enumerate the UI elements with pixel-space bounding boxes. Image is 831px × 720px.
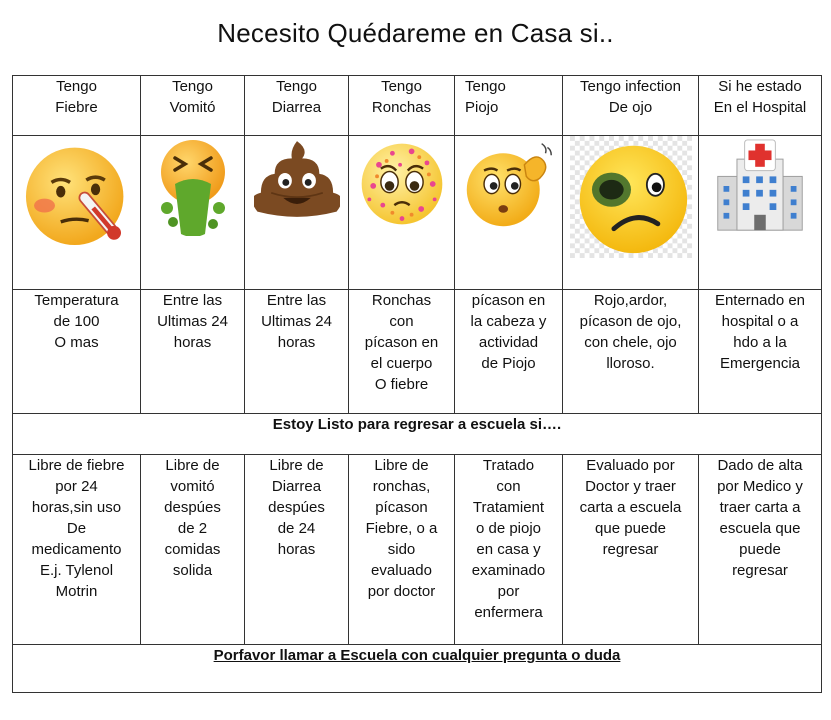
return-rash: Libre de ronchas, pícason Fiebre, o a sido evaluado por doctor bbox=[349, 455, 455, 645]
illness-table bbox=[12, 75, 822, 693]
footer-row bbox=[13, 645, 822, 693]
return-eye-infection: Evaluado por Doctor y traer carta a escuela que puede regresar bbox=[563, 455, 699, 645]
header-lice: Tengo Piojo bbox=[455, 76, 563, 136]
return-row bbox=[13, 455, 822, 645]
return-diarrhea: Libre de Diarrea despúes de 24 horas bbox=[245, 455, 349, 645]
vomiting-face-icon bbox=[153, 136, 233, 236]
header-row bbox=[13, 76, 822, 136]
symptom-row bbox=[13, 290, 822, 414]
return-hospital: Dado de alta por Medico y traer carta a escuela que puede regresar bbox=[699, 455, 822, 645]
pile-of-poo-icon bbox=[254, 136, 340, 222]
scratching-head-face-icon bbox=[461, 136, 557, 232]
return-vomit: Libre de vomitó despúes de 2 comidas solida bbox=[141, 455, 245, 645]
symptom-vomit: Entre las Ultimas 24 horas bbox=[141, 290, 245, 414]
symptom-fever: Temperatura de 100 O mas bbox=[13, 290, 141, 414]
black-eye-face-icon bbox=[570, 136, 692, 258]
rash-face-icon bbox=[354, 136, 450, 232]
return-fever: Libre de fiebre por 24 horas,sin uso De medicamento E.j. Tylenol Motrin bbox=[13, 455, 141, 645]
symptom-rash: Ronchas con pícason en el cuerpo O fiebre bbox=[349, 290, 455, 414]
header-rash: Tengo Ronchas bbox=[349, 76, 455, 136]
header-eye-infection: Tengo infection De ojo bbox=[563, 76, 699, 136]
ready-banner: Estoy Listo para regresar a escuela si…. bbox=[13, 414, 822, 455]
symptom-hospital: Enternado en hospital o a hdo a la Emergencia bbox=[699, 290, 822, 414]
page-title: Necesito Quédareme en Casa si.. bbox=[217, 18, 614, 48]
ready-banner-row bbox=[13, 414, 822, 455]
symptom-eye-infection: Rojo,ardor, pícason de ojo, con chele, ojo lloroso. bbox=[563, 290, 699, 414]
header-hospital: Si he estado En el Hospital bbox=[699, 76, 822, 136]
header-diarrhea: Tengo Diarrea bbox=[245, 76, 349, 136]
header-vomit: Tengo Vomitó bbox=[141, 76, 245, 136]
hospital-icon bbox=[712, 136, 808, 236]
footer-note: Porfavor llamar a Escuela con cualquier pregunta o duda bbox=[13, 645, 822, 693]
thermometer-face-icon bbox=[19, 136, 135, 252]
symptom-lice: pícason en la cabeza y actividad de Piojo bbox=[455, 290, 563, 414]
return-lice: Tratado con Tratamient o de piojo en casa y examinado por enfermera bbox=[455, 455, 563, 645]
symptom-diarrhea: Entre las Ultimas 24 horas bbox=[245, 290, 349, 414]
header-fever: Tengo Fiebre bbox=[13, 76, 141, 136]
icon-row bbox=[13, 136, 822, 290]
